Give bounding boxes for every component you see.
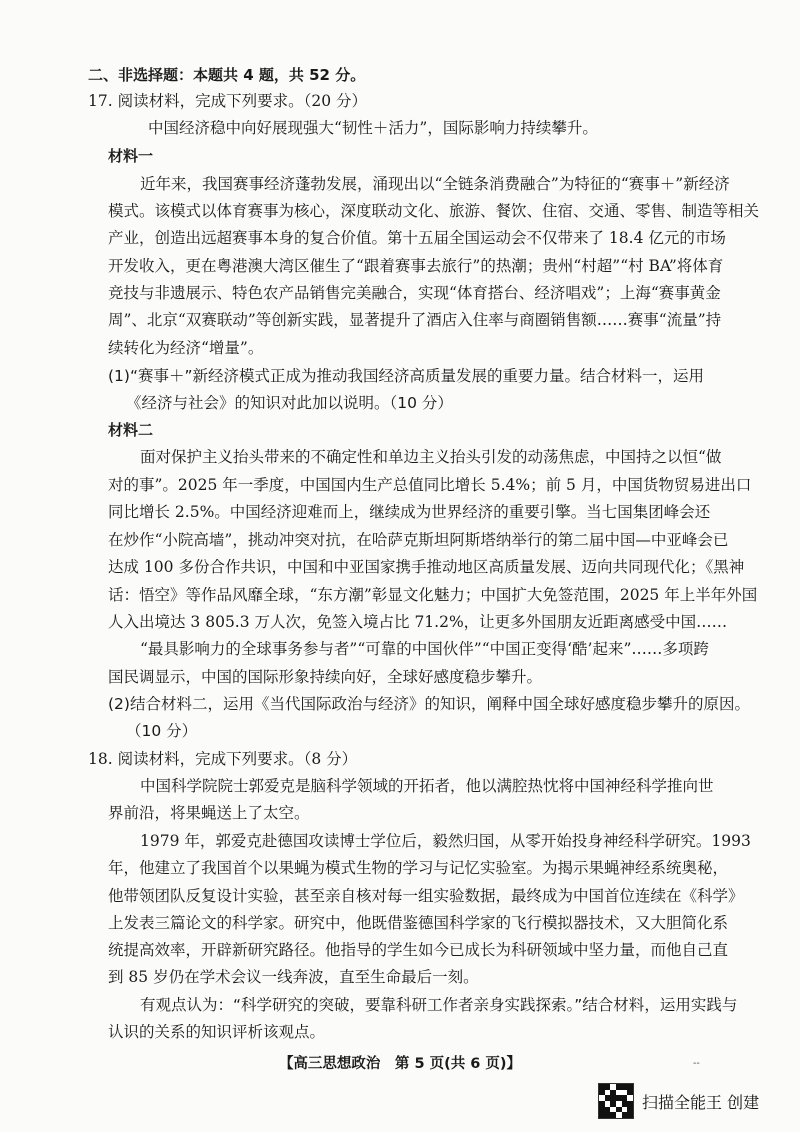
page-footer: 【高三思想政治 第 5 页(共 6 页)】: [278, 1056, 522, 1072]
material2-label: 材料二: [108, 421, 154, 439]
material2-line: 面对保护主义抬头带来的不确定性和单边主义抬头引发的动荡焦虑，中国持之以恒“做: [140, 448, 722, 466]
material1-line: 近年来，我国赛事经济蓬勃发展，涌现出以“全链条消费融合”为特征的“赛事＋”新经济: [140, 175, 730, 193]
section-header: 二、非选择题：本题共 4 题，共 52 分。: [88, 66, 366, 84]
qr-code-icon: [598, 1083, 634, 1119]
q18-line: 他带领团队反复设计实验，甚至亲自核对每一组实验数据，最终成为中国首位连续在《科学》: [108, 887, 744, 905]
material2-line: 在炒作“小院高墙”，挑动冲突对抗，在哈萨克斯坦阿斯塔纳举行的第二届中国—中亚峰会已: [108, 531, 729, 549]
material2-line: 人入出境达 3 805.3 万人次，免签入境占比 71.2%，让更多外国朋友近距离感受中国……: [108, 613, 728, 631]
scan-badge-text: 扫描全能王 创建: [642, 1092, 760, 1112]
material2-line: 达成 100 多份合作共识，中国和中亚国家携手推动地区高质量发展、迈向共同现代化；《黑神: [108, 558, 745, 576]
material1-line: 开发收入，更在粤港澳大湾区催生了“跟着赛事去旅行”的热潮；贵州“村超”“村 BA”将体育: [108, 257, 724, 275]
scan-badge: [598, 1083, 759, 1119]
q17-title: 17. 阅读材料，完成下列要求。（20 分）: [88, 92, 367, 110]
q18-line: 上发表三篇论文的科学家。研究中，他既借鉴德国科学家的飞行模拟器技术，又大胆简化系: [108, 914, 729, 932]
q18-line: 年，他建立了我国首个以果蝇为模式生物的学习与记忆实验室。为揭示果蝇神经系统奥秘，: [108, 859, 729, 877]
material1-line: 周”、北京“双赛联动”等创新实践，显著提升了酒店入住率与商圈销售额……赛事“流量”持: [108, 311, 722, 329]
material2-line: 国民调显示，中国的国际形象持续向好，全球好感度稳步攀升。: [108, 668, 543, 686]
material2-line: 同比增长 2.5%。中国经济迎难而上，继续成为世界经济的重要引擎。当七国集团峰会还: [108, 503, 711, 521]
material1-line: 产业，创造出远超赛事本身的复合价值。第十五届全国运动会不仅带来了 18.4 亿元的市场: [108, 229, 726, 247]
material2-line: “最具影响力的全球事务参与者”“可靠的中国伙伴”“中国正变得‘酷’起来”……多项跨: [140, 640, 709, 658]
footer-tick: --: [693, 1058, 700, 1069]
material1-label: 材料一: [108, 147, 154, 165]
material1-line: 竞技与非遗展示、特色农产品销售完美融合，实现“体育搭台、经济唱戏”；上海“赛事黄金: [108, 284, 721, 302]
q18-line: 界前沿，将果蝇送上了太空。: [108, 804, 310, 822]
q18-line: 到 85 岁仍在学术会议一线奔波，直至生命最后一刻。: [108, 968, 479, 986]
material2-line: 对的事”。2025 年一季度，中国国内生产总值同比增长 5.4%；前 5 月，中国货物贸易进出口: [108, 476, 752, 494]
q18-question: 有观点认为：“科学研究的突破，要靠科研工作者亲身实践探索。”结合材料，运用实践与: [140, 996, 738, 1014]
q17-sub2: （10 分）: [126, 722, 198, 740]
q17-sub1: (1)“赛事＋”新经济模式正成为推动我国经济高质量发展的重要力量。结合材料一，运用: [108, 367, 705, 385]
q17-sub1: 《经济与社会》的知识对此加以说明。（10 分）: [126, 394, 453, 412]
q18-line: 统提高效率，开辟新研究路径。他指导的学生如今已成长为科研领域中坚力量，而他自己直: [108, 941, 729, 959]
q17-headline: 中国经济稳中向好展现强大“韧性＋活力”，国际影响力持续攀升。: [148, 119, 598, 137]
q17-sub2: (2)结合材料二，运用《当代国际政治与经济》的知识，阐释中国全球好感度稳步攀升的原因。: [108, 695, 750, 713]
material1-line: 续转化为经济“增量”。: [108, 339, 264, 357]
q18-title: 18. 阅读材料，完成下列要求。（8 分）: [88, 750, 358, 768]
q18-question: 认识的关系的知识评析该观点。: [108, 1023, 326, 1041]
q18-line: 中国科学院院士郭爱克是脑科学领域的开拓者，他以满腔热忱将中国神经科学推向世: [140, 777, 714, 795]
q18-line: 1979 年，郭爱克赴德国攻读博士学位后，毅然归国，从零开始投身神经科学研究。1993: [140, 832, 751, 850]
material1-line: 模式。该模式以体育赛事为核心，深度联动文化、旅游、餐饮、住宿、交通、零售、制造等相关: [108, 202, 760, 220]
material2-line: 话：悟空》等作品风靡全球，“东方潮”彰显文化魅力；中国扩大免签范围，2025 年上半年外国: [108, 586, 758, 604]
